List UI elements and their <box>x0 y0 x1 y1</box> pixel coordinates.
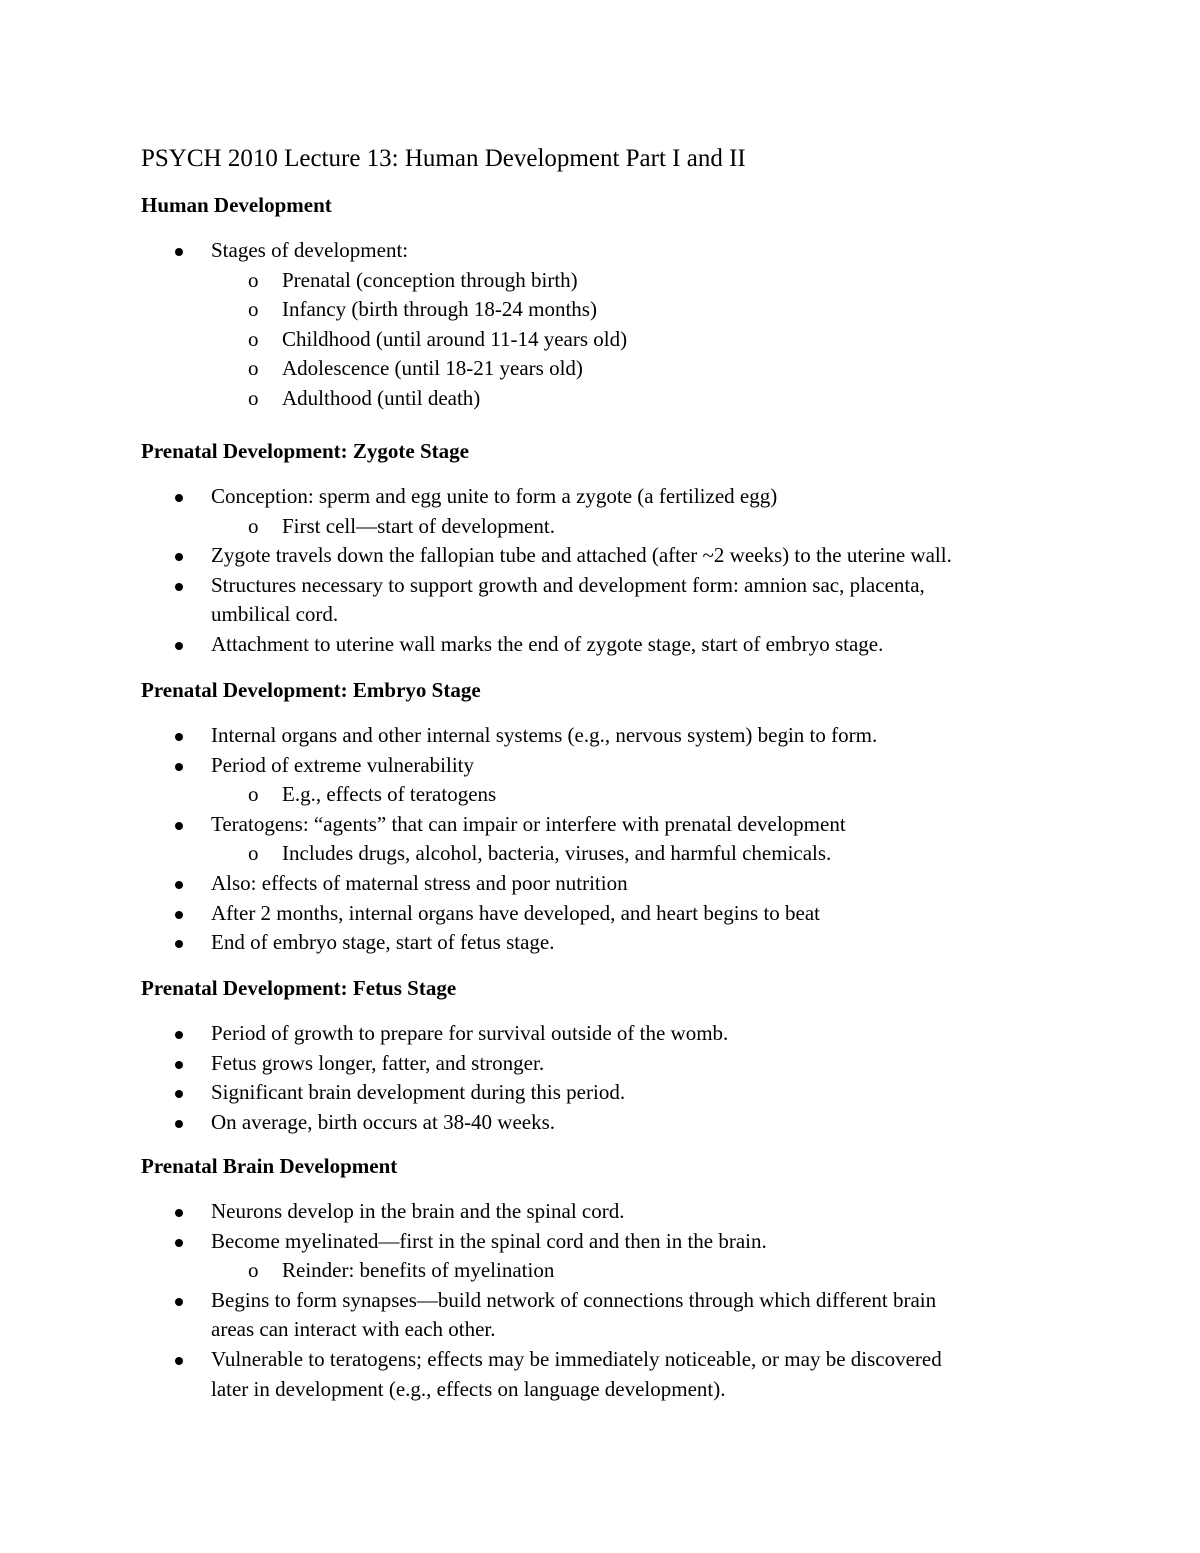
sub-bullet-marker: o <box>248 326 259 351</box>
sub-list-item: Reinder: benefits of myelination <box>282 1258 555 1283</box>
bullet-dot-icon <box>175 1120 183 1128</box>
list-item: Zygote travels down the fallopian tube and attached (after ~2 weeks) to the uterine wall. <box>211 543 952 568</box>
bullet-dot-icon <box>175 553 183 561</box>
bullet-dot-icon <box>175 763 183 771</box>
page-title: PSYCH 2010 Lecture 13: Human Development Part I and II <box>141 145 746 172</box>
list-item: Become myelinated—first in the spinal cord and then in the brain. <box>211 1228 767 1253</box>
bullet-dot-icon <box>175 881 183 889</box>
sub-list-item: Includes drugs, alcohol, bacteria, viruses, and harmful chemicals. <box>282 841 832 866</box>
sub-list-item: Prenatal (conception through birth) <box>282 267 578 292</box>
bullet-dot-icon <box>175 1031 183 1039</box>
sub-list-item: E.g., effects of teratogens <box>282 782 497 807</box>
list-item-continuation: areas can interact with each other. <box>211 1317 496 1342</box>
sub-bullet-marker: o <box>248 267 259 292</box>
list-item: Conception: sperm and egg unite to form a zygote (a fertilized egg) <box>211 484 778 508</box>
section-heading: Prenatal Development: Zygote Stage <box>141 439 469 463</box>
list-item: Structures necessary to support growth and development form: amnion sac, placenta, <box>211 572 925 597</box>
list-item: On average, birth occurs at 38-40 weeks. <box>211 1109 556 1134</box>
bullet-dot-icon <box>175 1209 183 1217</box>
bullet-dot-icon <box>175 733 183 741</box>
list-item: After 2 months, internal organs have developed, and heart begins to beat <box>211 900 821 925</box>
list-item: Period of extreme vulnerability <box>211 752 475 777</box>
sub-list-item: Infancy (birth through 18-24 months) <box>282 297 597 322</box>
sub-list-item: Adolescence (until 18-21 years old) <box>282 356 583 381</box>
list-item: Attachment to uterine wall marks the end of zygote stage, start of embryo stage. <box>211 632 884 656</box>
bullet-dot-icon <box>175 911 183 919</box>
list-item: End of embryo stage, start of fetus stage. <box>211 930 555 955</box>
sub-bullet-marker: o <box>248 1258 259 1283</box>
bullet-dot-icon <box>175 583 183 591</box>
bullet-dot-icon <box>175 1298 183 1306</box>
section-heading: Prenatal Development: Fetus Stage <box>141 976 457 1000</box>
sub-bullet-marker: o <box>248 386 259 410</box>
list-item: Begins to form synapses—build network of connections through which different brain <box>211 1287 937 1312</box>
list-item: Teratogens: “agents” that can impair or interfere with prenatal development <box>211 811 846 836</box>
list-item: Significant brain development during this period. <box>211 1080 626 1105</box>
sub-bullet-marker: o <box>248 782 259 807</box>
list-item: Fetus grows longer, fatter, and stronger. <box>211 1050 545 1075</box>
bullet-dot-icon <box>175 822 183 830</box>
list-item: Period of growth to prepare for survival outside of the womb. <box>211 1021 729 1045</box>
section-heading: Prenatal Development: Embryo Stage <box>141 678 481 702</box>
bullet-dot-icon <box>175 1357 183 1365</box>
list-item: Stages of development: <box>211 238 409 262</box>
list-item: Neurons develop in the brain and the spinal cord. <box>211 1199 625 1223</box>
list-item-continuation: later in development (e.g., effects on language development). <box>211 1376 726 1401</box>
list-item: Also: effects of maternal stress and poor nutrition <box>211 871 628 895</box>
sub-bullet-marker: o <box>248 297 259 322</box>
bullet-dot-icon <box>175 642 183 650</box>
bullet-dot-icon <box>175 1239 183 1247</box>
sub-list-item: Childhood (until around 11-14 years old) <box>282 326 628 351</box>
bullet-dot-icon <box>175 1090 183 1098</box>
section-heading: Prenatal Brain Development <box>141 1154 398 1178</box>
bullet-dot-icon <box>175 494 183 502</box>
section-heading: Human Development <box>141 193 332 217</box>
sub-bullet-marker: o <box>248 841 259 866</box>
sub-bullet-marker: o <box>248 356 259 381</box>
list-item: Vulnerable to teratogens; effects may be immediately noticeable, or may be discovered <box>211 1347 942 1371</box>
sub-list-item: First cell—start of development. <box>282 513 555 538</box>
sub-list-item: Adulthood (until death) <box>282 386 481 410</box>
list-item: Internal organs and other internal systems (e.g., nervous system) begin to form. <box>211 723 878 747</box>
bullet-dot-icon <box>175 248 183 256</box>
bullet-dot-icon <box>175 940 183 948</box>
bullet-dot-icon <box>175 1061 183 1069</box>
list-item-continuation: umbilical cord. <box>211 602 339 627</box>
sub-bullet-marker: o <box>248 513 259 538</box>
